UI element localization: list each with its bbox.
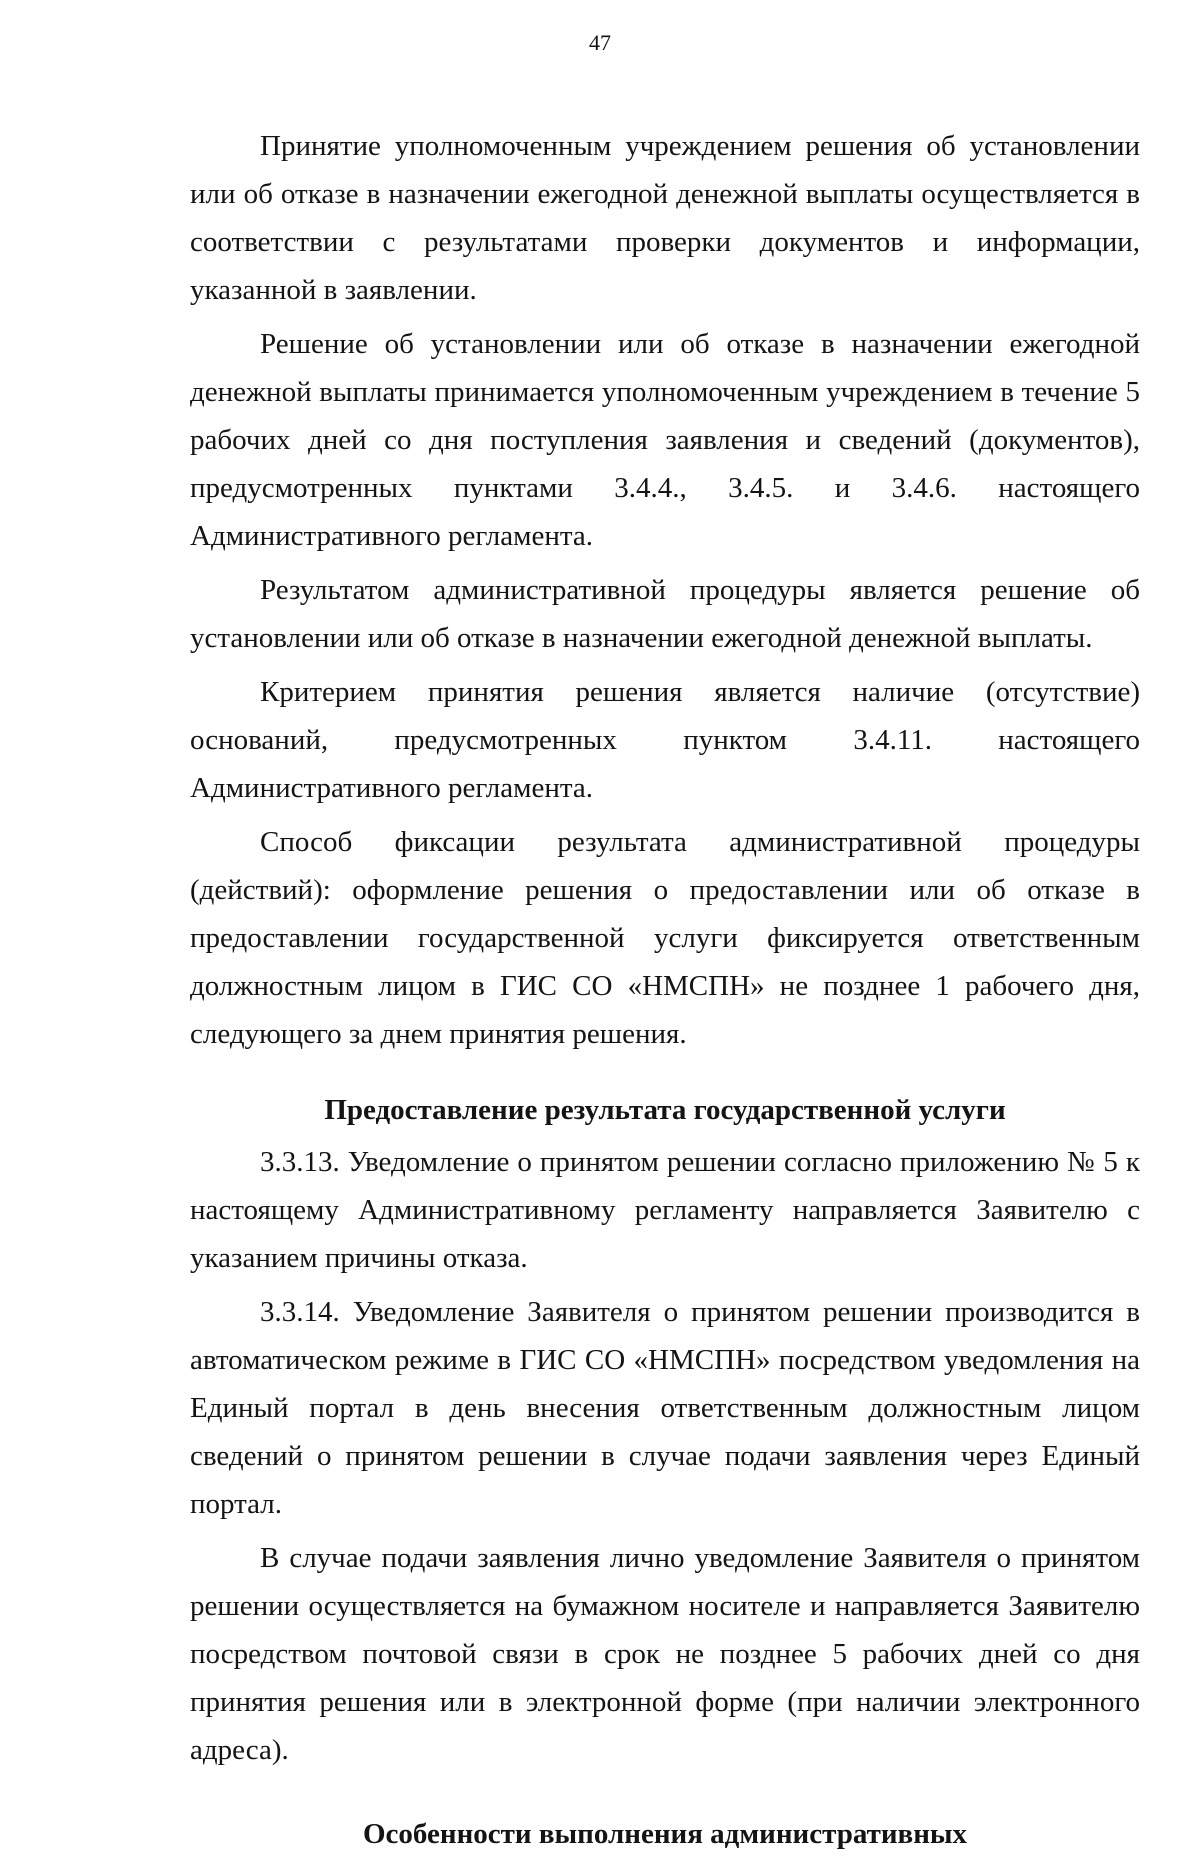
paragraph: Критерием принятия решения является наличие (отсутствие) оснований, предусмотренных пунктом 3.4.11. настоящего Административного регламента. [190,676,1140,804]
paragraph: Результатом административной процедуры является решение об установлении или об отказе в назначении ежегодной денежной выплаты. [190,574,1140,654]
paragraph: 3.3.13. Уведомление о принятом решении согласно приложению № 5 к настоящему Административному регламенту направляется Заявителю с указанием причины отказа. [190,1146,1140,1274]
section-heading: Особенности выполнения административных [362,1818,968,1850]
section-heading: Предоставление результата государственной услуги [324,1094,1006,1126]
paragraph: Способ фиксации результата административной процедуры (действий): оформление решения о предоставлении или об отказе в предоставлении государственной услуги фиксируется ответственным должностным лицом в ГИС СО «НМСПН» не позднее 1 рабочего дня, следующего за днем принятия решения. [190,826,1140,1050]
paragraph: В случае подачи заявления лично уведомление Заявителя о принятом решении осуществляется на бумажном носителе и направляется Заявителю посредством почтовой связи в срок не позднее 5 рабочих дней со дня принятия решения или в электронной форме (при наличии электронного адреса). [190,1542,1140,1766]
paragraph: Решение об установлении или об отказе в назначении ежегодной денежной выплаты принимается уполномоченным учреждением в течение 5 рабочих дней со дня поступления заявления и сведений (документов), предусмотренных пунктами 3.4.4., 3.4.5. и 3.4.6. настоящего Административного регламента. [190,328,1140,552]
paragraph: Принятие уполномоченным учреждением решения об установлении или об отказе в назначении ежегодной денежной выплаты осуществляется в соответствии с результатами проверки документов и информации, указанной в заявлении. [190,130,1140,306]
paragraph: 3.3.14. Уведомление Заявителя о принятом решении производится в автоматическом режиме в ГИС СО «НМСПН» посредством уведомления на Единый портал в день внесения ответственным должностным лицом сведений о принятом решении в случае подачи заявления через Единый портал. [190,1296,1140,1520]
document-body [190,122,1140,1862]
page-number: 47 [589,30,611,55]
